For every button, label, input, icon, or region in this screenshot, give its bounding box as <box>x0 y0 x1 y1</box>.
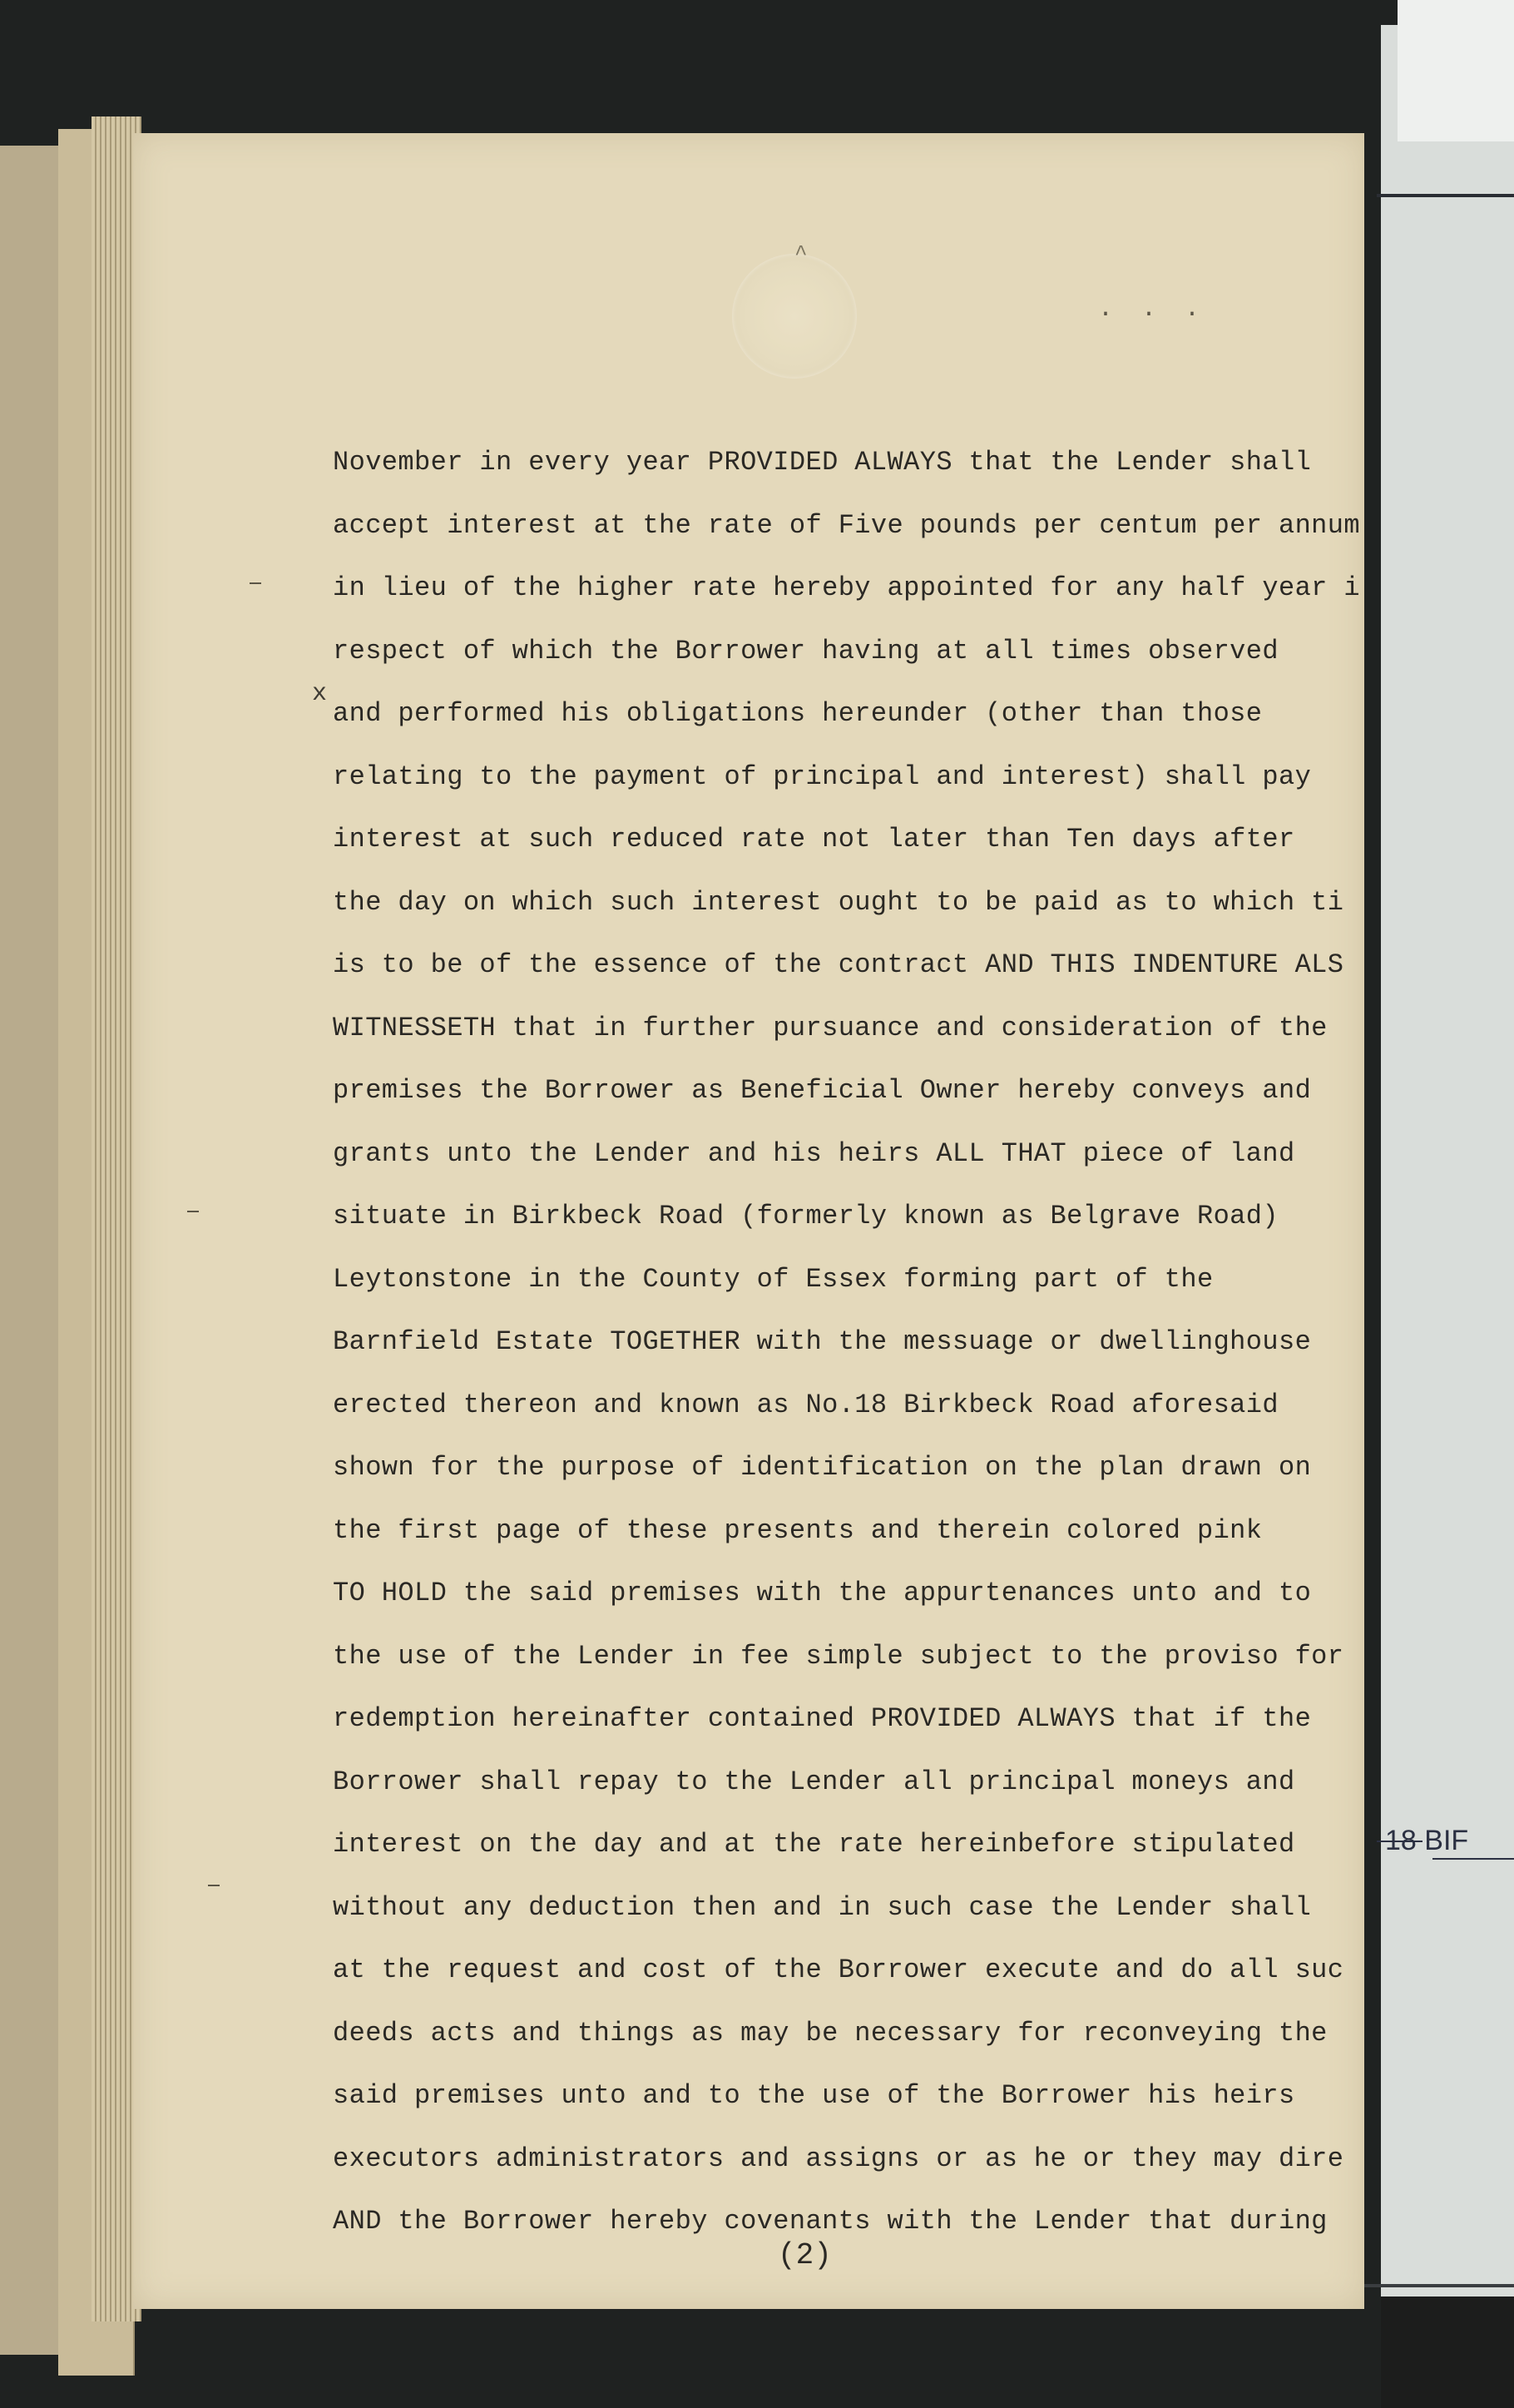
text-line: deeds acts and things as may be necessary for reconveying the <box>333 2017 1328 2049</box>
text-line: without any deduction then and in such case the Lender shall <box>333 1891 1312 1923</box>
text-line: in lieu of the higher rate hereby appointed for any half year i <box>333 572 1360 603</box>
text-line: is to be of the essence of the contract AND THIS INDENTURE ALS <box>333 949 1344 980</box>
text-line: interest on the day and at the rate hereinbefore stipulated <box>333 1829 1295 1860</box>
text-line: said premises unto and to the use of the Borrower his heirs <box>333 2080 1295 2111</box>
text-line: respect of which the Borrower having at all times observed <box>333 635 1279 666</box>
text-line: premises the Borrower as Beneficial Owner hereby conveys and <box>333 1075 1312 1106</box>
deed-body-text <box>333 431 1373 2253</box>
text-line: executors administrators and assigns or as he or they may dire <box>333 2143 1344 2174</box>
margin-tick <box>187 1211 199 1212</box>
adjacent-document-underline <box>1432 1858 1514 1860</box>
text-line: shown for the purpose of identification on the plan drawn on <box>333 1452 1312 1483</box>
binder-corner <box>1381 2297 1514 2408</box>
faint-dots: . . . <box>1098 295 1207 324</box>
text-line: interest at such reduced rate not later than Ten days after <box>333 824 1295 855</box>
adjacent-document-label: 18 BIF <box>1385 1825 1469 1856</box>
text-line: erected thereon and known as No.18 Birkbeck Road aforesaid <box>333 1389 1279 1420</box>
text-line: the use of the Lender in fee simple subject to the proviso for <box>333 1640 1344 1672</box>
adjacent-document-bottom-rule <box>1364 2284 1514 2287</box>
text-line: the first page of these presents and therein colored pink <box>333 1514 1263 1546</box>
margin-tick <box>250 582 261 584</box>
adjacent-document-rule <box>1377 194 1514 197</box>
adjacent-document-top <box>1398 0 1514 141</box>
caret-mark: ^ <box>794 241 808 266</box>
text-line: November in every year PROVIDED ALWAYS that the Lender shall <box>333 447 1312 478</box>
text-line: grants unto the Lender and his heirs ALL THAT piece of land <box>333 1137 1295 1169</box>
text-line: situate in Birkbeck Road (formerly known as Belgrave Road) <box>333 1201 1279 1231</box>
text-line: accept interest at the rate of Five pounds per centum per annum <box>333 509 1360 541</box>
embossed-seal <box>732 254 857 379</box>
margin-mark: x <box>312 680 328 708</box>
text-line: redemption hereinafter contained PROVIDED ALWAYS that if the <box>333 1703 1312 1734</box>
page-number: (2) <box>778 2238 832 2272</box>
text-line: Barnfield Estate TOGETHER with the messuage or dwellinghouse <box>333 1326 1312 1357</box>
margin-tick <box>208 1885 220 1886</box>
text-line: Borrower shall repay to the Lender all principal moneys and <box>333 1766 1295 1797</box>
text-line: the day on which such interest ought to be paid as to which ti <box>333 886 1344 918</box>
text-line: WITNESSETH that in further pursuance and consideration of the <box>333 1012 1328 1043</box>
text-line: relating to the payment of principal and interest) shall pay <box>333 761 1312 792</box>
text-line: at the request and cost of the Borrower execute and do all suc <box>333 1955 1344 1985</box>
text-line: and performed his obligations hereunder (other than those <box>333 698 1263 729</box>
text-line: AND the Borrower hereby covenants with the Lender that during <box>333 2206 1328 2237</box>
adjacent-document <box>1381 25 1514 2408</box>
text-line: TO HOLD the said premises with the appurtenances unto and to <box>333 1578 1312 1608</box>
text-line: Leytonstone in the County of Essex forming part of the <box>333 1263 1214 1295</box>
